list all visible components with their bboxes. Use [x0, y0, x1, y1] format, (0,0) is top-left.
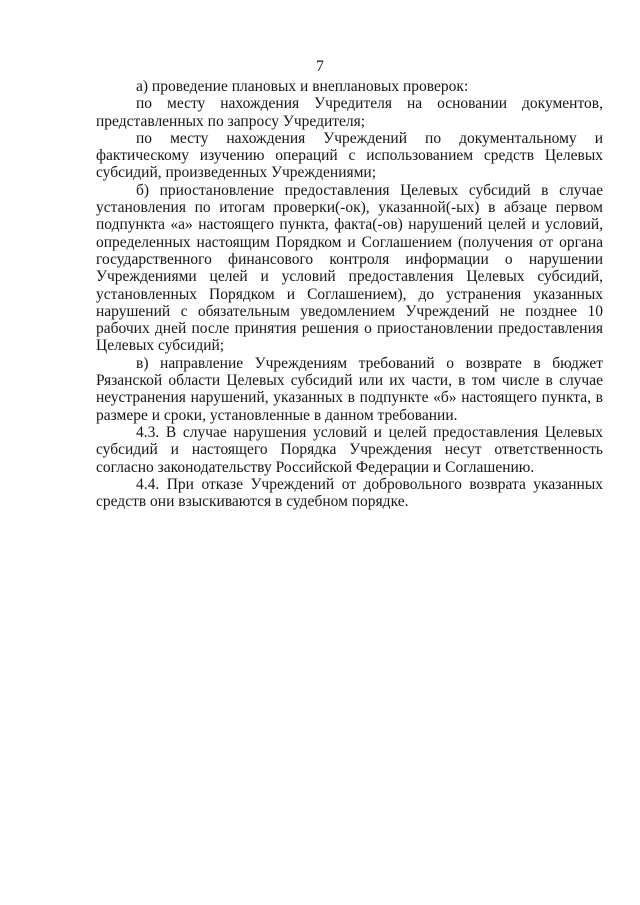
paragraph-4-4-court-recovery: 4.4. При отказе Учреждений от добровольного возврата указанных средств они взыскиваются в судебном порядке.	[96, 475, 603, 511]
document-body	[96, 78, 603, 510]
paragraph-institution-location: по месту нахождения Учреждений по документальному и фактическому изучению операций с использованием средств Целевых субсидий, произведенных Учреждениями;	[96, 129, 603, 182]
paragraph-4-3-liability: 4.3. В случае нарушения условий и целей предоставления Целевых субсидий и настоящего Порядка Учреждения несут ответственность согласно законодательству Российской Федерации и Соглашению.	[96, 423, 603, 476]
page-number: 7	[316, 58, 324, 75]
paragraph-b-suspension: б) приостановление предоставления Целевых субсидий в случае установления по итогам проверки(-ок), указанной(-ых) в абзаце первом подпункта «а» настоящего пункта, факта(-ов) нарушений целей и условий, определенных настоящим Порядком и Соглашением (получения от органа государственного финансового контроля информации о нарушении Учреждениями целей и условий предоставления Целевых субсидий, установленных Порядком и Соглашением), до устранения указанных нарушений с обязательным уведомлением Учреждений не позднее 10 рабочих дней после принятия решения о приостановлении предоставления Целевых субсидий;	[96, 181, 603, 355]
paragraph-c-refund-demand: в) направление Учреждениям требований о возврате в бюджет Рязанской области Целевых субсидий или их части, в том числе в случае неустранения нарушений, указанных в подпункте «б» настоящего пункта, в размере и сроки, установленные в данном требовании.	[96, 354, 603, 424]
paragraph-a-inspections: а) проведение плановых и внеплановых проверок:	[136, 78, 469, 95]
paragraph-founder-location: по месту нахождения Учредителя на основании документов, представленных по запросу Учредителя;	[96, 95, 603, 130]
